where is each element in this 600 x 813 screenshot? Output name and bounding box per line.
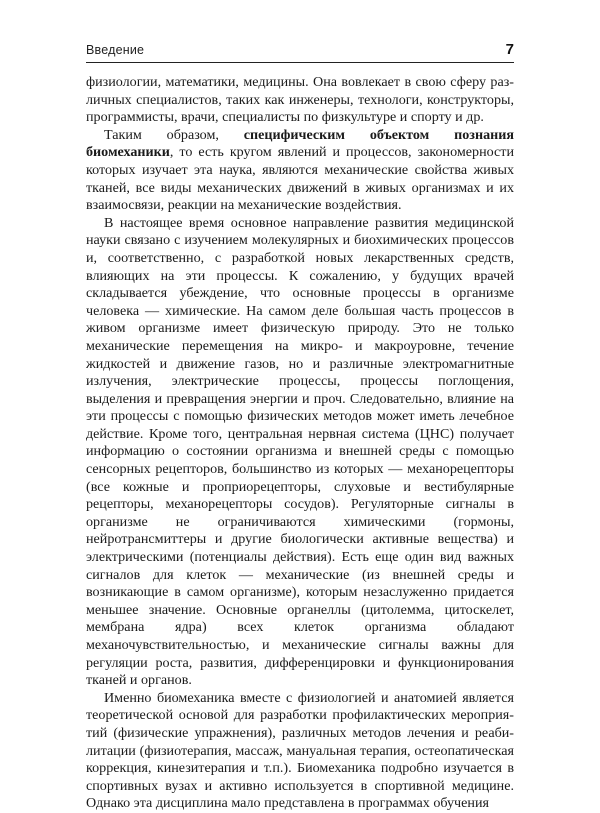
- emphasized-term: специфическим объектом познания биомеханики: [86, 126, 514, 161]
- paragraph-medical-science: В настоящее время основное направление развития медицинской науки связано с изучением молекулярных и биохимических процессов и, соответственно, с разработкой новых лекарственных средств, влияющих на эти процессы. К сожалению, у будущих врачей складывается убеждение, что основные процессы в организме человека — химические. На самом деле большая часть процессов в живом организме имеет физическую природу. Это не только механические перемещения на микро- и макроуровне, течение жидкостей и движение газов, но и различные электромагнитные излучения, электрические процессы, процессы поглощения, выделения и превращения энергии и проч. Следовательно, влияние на эти процессы с помощью физических методов может иметь лечебное действие. Кроме того, центральная нервная система (ЦНС) получает информацию о состоянии организма и внешней среды с помощью сенсорных рецепторов, большинство из которых — механорецепторы (все кожные и проприорецепторы, слуховые и вестибулярные рецепторы, механорецепторы сосудов). Регуляторные сигналы в организме не ограничиваются химическими (гормоны, нейротрансмиттеры и другие биологически активные вещества) и электрическими (потенциалы действия). Есть еще один вид важных сигналов для клеток — механические (из внешней среды и возникающие в самом организме), которым незаслуженно придается меньшее значение. Основные органеллы (цитолемма, цитоскелет, мембрана ядра) всех клеток организма обладают механочувствительностью, и механические сигналы важны для регуляции роста, развития, дифференцировки и функционирования тканей и органов.: [86, 214, 514, 689]
- paragraph-biomechanics-role: Именно биомеханика вместе с физиологией и анатомией является теоретической основой для разработки профилактических мероприятий (физические упражнения), различных методов лечения и реабилитации (физиотерапия, массаж, мануальная терапия, остеопатическая коррекция, кинезитерапия и т.п.). Биомеханика подробно изучается в спортивных вузах и активно используется в спортивной медицине. Однако эта дисциплина мало представлена в программах обучения: [86, 689, 514, 812]
- paragraph-continuation: физиологии, математики, медицины. Она вовлекает в свою сферу различных специалистов, таких как инженеры, технологи, конструкторы, программисты, врачи, специалисты по физкультуре и спорту и др.: [86, 74, 514, 126]
- body-text: [86, 74, 514, 813]
- paragraph-biomechanics-object: [86, 127, 514, 215]
- paragraph-text-rest: , то есть кругом явлений и процессов, закономерности которых изучает эта наука, являются механические свойства живых тканей, все виды механических движений в живых организмах и их взаимосвязи, реакции на механические воздействия.: [86, 144, 514, 214]
- page-number: 7: [505, 41, 514, 58]
- section-title: Введение: [86, 43, 145, 57]
- running-header: [86, 40, 514, 63]
- paragraph-text-lead: Таким образом,: [104, 126, 244, 143]
